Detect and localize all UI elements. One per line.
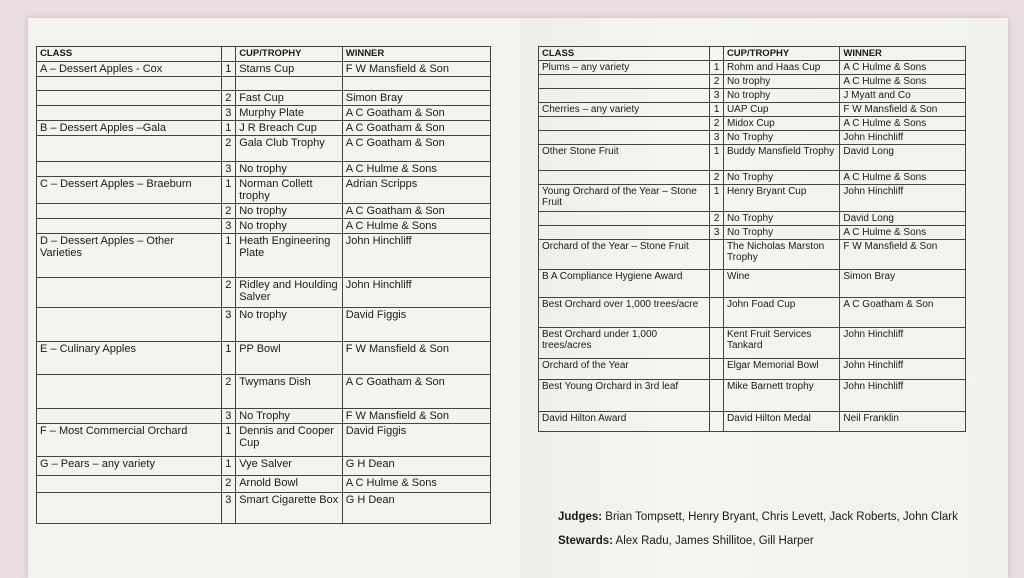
place-cell: 1 <box>222 424 236 457</box>
cup-cell: Smart Cigarette Box <box>236 493 343 524</box>
place-cell: 2 <box>710 171 724 185</box>
class-cell <box>539 89 710 103</box>
winner-cell <box>342 77 490 91</box>
class-cell <box>37 375 222 409</box>
place-cell <box>710 328 724 359</box>
place-header <box>222 47 236 62</box>
class-cell <box>539 131 710 145</box>
class-cell: F – Most Commercial Orchard <box>37 424 222 457</box>
class-cell: B A Compliance Hygiene Award <box>539 270 710 298</box>
cup-cell: The Nicholas Marston Trophy <box>723 240 839 270</box>
cup-cell <box>236 77 343 91</box>
class-cell: B – Dessert Apples –Gala <box>37 121 222 136</box>
place-cell: 2 <box>222 375 236 409</box>
judges-names: Brian Tompsett, Henry Bryant, Chris Levett, Jack Roberts, John Clark <box>605 511 958 523</box>
class-cell <box>539 212 710 226</box>
place-cell: 2 <box>710 75 724 89</box>
place-cell: 3 <box>222 308 236 342</box>
winner-cell: Neil Franklin <box>840 412 966 432</box>
winner-cell: John Hinchliff <box>840 131 966 145</box>
winner-cell: A C Goatham & Son <box>840 298 966 328</box>
place-cell <box>222 77 236 91</box>
cup-cell: Rohm and Haas Cup <box>723 61 839 75</box>
winner-header: WINNER <box>342 47 490 62</box>
cup-cell: Norman Collett trophy <box>236 177 343 204</box>
cup-cell: No trophy <box>723 89 839 103</box>
class-cell: D – Dessert Apples – Other Varieties <box>37 234 222 278</box>
cup-cell: Dennis and Cooper Cup <box>236 424 343 457</box>
winner-cell: David Figgis <box>342 424 490 457</box>
table-row <box>37 234 491 278</box>
cup-cell: J R Breach Cup <box>236 121 343 136</box>
winner-cell: A C Hulme & Sons <box>840 75 966 89</box>
place-cell: 2 <box>222 204 236 219</box>
place-cell: 2 <box>222 476 236 493</box>
table-row <box>37 106 491 121</box>
table-row <box>37 77 491 91</box>
class-cell: Best Young Orchard in 3rd leaf <box>539 380 710 412</box>
table-row <box>539 103 966 117</box>
place-cell <box>710 359 724 380</box>
place-cell: 3 <box>222 219 236 234</box>
class-cell <box>37 476 222 493</box>
winner-cell: A C Goatham & Son <box>342 106 490 121</box>
table-row <box>37 476 491 493</box>
table-row <box>37 62 491 77</box>
table-row <box>539 412 966 432</box>
place-cell: 1 <box>222 121 236 136</box>
cup-cell: No trophy <box>236 308 343 342</box>
winner-cell: Simon Bray <box>840 270 966 298</box>
cup-cell: John Foad Cup <box>723 298 839 328</box>
class-cell <box>37 106 222 121</box>
class-cell: Other Stone Fruit <box>539 145 710 171</box>
table-row <box>539 117 966 131</box>
winner-cell: G H Dean <box>342 457 490 476</box>
table-row <box>37 177 491 204</box>
table-row <box>37 162 491 177</box>
stewards-label: Stewards: <box>558 535 613 547</box>
table-row <box>37 278 491 308</box>
table-row <box>539 145 966 171</box>
class-cell: Cherries – any variety <box>539 103 710 117</box>
winner-cell: A C Hulme & Sons <box>342 162 490 177</box>
judges-label: Judges: <box>558 511 603 523</box>
cup-header: CUP/TROPHY <box>236 47 343 62</box>
class-cell <box>37 91 222 106</box>
place-cell: 1 <box>222 457 236 476</box>
cup-header: CUP/TROPHY <box>723 47 839 61</box>
class-cell <box>37 278 222 308</box>
place-cell: 3 <box>710 226 724 240</box>
right-table-body <box>539 61 966 432</box>
class-cell <box>37 409 222 424</box>
place-cell <box>710 412 724 432</box>
table-row <box>37 424 491 457</box>
cup-cell: PP Bowl <box>236 342 343 375</box>
winner-cell: John Hinchliff <box>840 328 966 359</box>
table-row <box>539 212 966 226</box>
place-cell: 1 <box>710 145 724 171</box>
table-row <box>37 308 491 342</box>
class-cell: Young Orchard of the Year – Stone Fruit <box>539 185 710 212</box>
place-cell <box>710 240 724 270</box>
cup-cell: Mike Barnett trophy <box>723 380 839 412</box>
table-row <box>37 457 491 476</box>
winner-cell: A C Goatham & Son <box>342 375 490 409</box>
place-cell: 2 <box>222 91 236 106</box>
class-cell <box>37 308 222 342</box>
cup-cell: Fast Cup <box>236 91 343 106</box>
winner-cell: Adrian Scripps <box>342 177 490 204</box>
class-cell <box>37 219 222 234</box>
place-cell: 2 <box>222 278 236 308</box>
class-cell <box>37 493 222 524</box>
winner-cell: F W Mansfield & Son <box>342 409 490 424</box>
class-cell <box>539 117 710 131</box>
class-cell: G – Pears – any variety <box>37 457 222 476</box>
table-row <box>539 226 966 240</box>
cup-cell: Murphy Plate <box>236 106 343 121</box>
cup-cell: No Trophy <box>723 212 839 226</box>
winner-cell: A C Hulme & Sons <box>840 171 966 185</box>
winner-cell: A C Hulme & Sons <box>840 226 966 240</box>
cup-cell: No Trophy <box>723 226 839 240</box>
place-cell: 2 <box>222 136 236 162</box>
class-cell: Best Orchard over 1,000 trees/acre <box>539 298 710 328</box>
cup-cell: No trophy <box>236 219 343 234</box>
cup-cell: Ridley and Houlding Salver <box>236 278 343 308</box>
cup-cell: Gala Club Trophy <box>236 136 343 162</box>
place-cell: 1 <box>222 342 236 375</box>
place-header <box>710 47 724 61</box>
cup-cell: Heath Engineering Plate <box>236 234 343 278</box>
cup-cell: No trophy <box>236 162 343 177</box>
table-row <box>37 91 491 106</box>
place-cell <box>710 380 724 412</box>
table-row <box>37 342 491 375</box>
table-row <box>539 328 966 359</box>
judges-line <box>558 511 958 523</box>
cup-cell: Henry Bryant Cup <box>723 185 839 212</box>
place-cell: 3 <box>710 89 724 103</box>
cup-cell: David Hilton Medal <box>723 412 839 432</box>
table-row <box>539 240 966 270</box>
place-cell: 3 <box>222 162 236 177</box>
table-row <box>539 75 966 89</box>
winner-cell: F W Mansfield & Son <box>840 103 966 117</box>
table-row <box>37 375 491 409</box>
cup-cell: Elgar Memorial Bowl <box>723 359 839 380</box>
place-cell: 2 <box>710 117 724 131</box>
right-results-table <box>538 46 966 432</box>
winner-cell: A C Hulme & Sons <box>342 476 490 493</box>
cup-cell: No Trophy <box>723 171 839 185</box>
place-cell: 1 <box>710 61 724 75</box>
class-cell <box>37 136 222 162</box>
table-row <box>539 185 966 212</box>
place-cell <box>710 270 724 298</box>
cup-cell: No Trophy <box>723 131 839 145</box>
left-results-table <box>36 46 491 524</box>
winner-cell: David Figgis <box>342 308 490 342</box>
table-row <box>539 270 966 298</box>
cup-cell: Starns Cup <box>236 62 343 77</box>
winner-cell: David Long <box>840 212 966 226</box>
place-cell: 1 <box>222 177 236 204</box>
class-cell <box>539 226 710 240</box>
winner-cell: Simon Bray <box>342 91 490 106</box>
class-cell: Orchard of the Year – Stone Fruit <box>539 240 710 270</box>
cup-cell: UAP Cup <box>723 103 839 117</box>
table-row <box>539 131 966 145</box>
table-row <box>37 204 491 219</box>
winner-header: WINNER <box>840 47 966 61</box>
table-row <box>37 121 491 136</box>
cup-cell: Midox Cup <box>723 117 839 131</box>
place-cell: 3 <box>222 106 236 121</box>
class-cell <box>37 162 222 177</box>
stewards-line <box>558 535 814 547</box>
winner-cell: J Myatt and Co <box>840 89 966 103</box>
class-cell <box>37 77 222 91</box>
table-row <box>539 359 966 380</box>
class-header: CLASS <box>539 47 710 61</box>
winner-cell: John Hinchliff <box>342 278 490 308</box>
stewards-names: Alex Radu, James Shillitoe, Gill Harper <box>615 535 814 547</box>
place-cell: 3 <box>222 409 236 424</box>
cup-cell: Kent Fruit Services Tankard <box>723 328 839 359</box>
table-row <box>37 493 491 524</box>
cup-cell: Arnold Bowl <box>236 476 343 493</box>
class-cell: A – Dessert Apples - Cox <box>37 62 222 77</box>
place-cell: 1 <box>710 103 724 117</box>
winner-cell: A C Goatham & Son <box>342 136 490 162</box>
winner-cell: John Hinchliff <box>840 185 966 212</box>
table-row <box>539 171 966 185</box>
winner-cell: A C Goatham & Son <box>342 121 490 136</box>
table-row <box>37 409 491 424</box>
class-cell: Best Orchard under 1,000 trees/acres <box>539 328 710 359</box>
winner-cell: David Long <box>840 145 966 171</box>
winner-cell: A C Hulme & Sons <box>840 117 966 131</box>
winner-cell: G H Dean <box>342 493 490 524</box>
winner-cell: John Hinchliff <box>840 380 966 412</box>
table-row <box>539 61 966 75</box>
class-cell: E – Culinary Apples <box>37 342 222 375</box>
place-cell <box>710 298 724 328</box>
table-row <box>539 89 966 103</box>
place-cell: 1 <box>222 234 236 278</box>
place-cell: 1 <box>222 62 236 77</box>
table-row <box>539 298 966 328</box>
winner-cell: John Hinchliff <box>342 234 490 278</box>
winner-cell: A C Hulme & Sons <box>840 61 966 75</box>
winner-cell: F W Mansfield & Son <box>342 342 490 375</box>
left-table-body <box>37 62 491 524</box>
place-cell: 3 <box>222 493 236 524</box>
class-cell: Orchard of the Year <box>539 359 710 380</box>
cup-cell: Buddy Mansfield Trophy <box>723 145 839 171</box>
place-cell: 2 <box>710 212 724 226</box>
cup-cell: No trophy <box>723 75 839 89</box>
table-row <box>37 219 491 234</box>
right-table-header-row <box>539 47 966 61</box>
winner-cell: John Hinchliff <box>840 359 966 380</box>
cup-cell: Vye Salver <box>236 457 343 476</box>
class-cell <box>37 204 222 219</box>
winner-cell: A C Goatham & Son <box>342 204 490 219</box>
place-cell: 3 <box>710 131 724 145</box>
class-cell <box>539 171 710 185</box>
table-row <box>37 136 491 162</box>
class-cell: David Hilton Award <box>539 412 710 432</box>
place-cell: 1 <box>710 185 724 212</box>
class-cell: Plums – any variety <box>539 61 710 75</box>
class-cell: C – Dessert Apples – Braeburn <box>37 177 222 204</box>
winner-cell: A C Hulme & Sons <box>342 219 490 234</box>
class-cell <box>539 75 710 89</box>
class-header: CLASS <box>37 47 222 62</box>
winner-cell: F W Mansfield & Son <box>840 240 966 270</box>
cup-cell: No trophy <box>236 204 343 219</box>
cup-cell: Twymans Dish <box>236 375 343 409</box>
winner-cell: F W Mansfield & Son <box>342 62 490 77</box>
cup-cell: Wine <box>723 270 839 298</box>
left-table-header-row <box>37 47 491 62</box>
cup-cell: No Trophy <box>236 409 343 424</box>
table-row <box>539 380 966 412</box>
